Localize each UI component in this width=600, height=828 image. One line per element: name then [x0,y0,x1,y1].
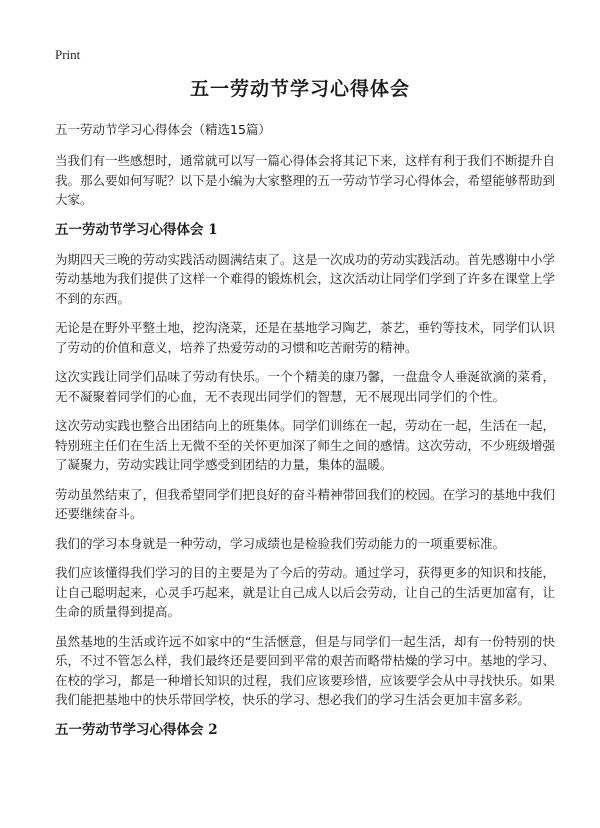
section-paragraph: 我们应该懂得我们学习的目的主要是为了今后的劳动。通过学习，获得更多的知识和技能，让自己聪明起来，心灵手巧起来，就是让自己成人以后会劳动，让自己的生活更加富有，让生命的质量得到提高。 [55,565,556,619]
section-heading: 五一劳动节学习心得体会 2 [55,721,218,738]
section-paragraph: 无论是在野外平整土地，挖沟浇菜，还是在基地学习陶艺，茶艺，垂钓等技术，同学们认识了劳动的价值和意义，培养了热爱劳动的习惯和吃苦耐劳的精神。 [55,320,556,355]
section-paragraph: 虽然基地的生活或许远不如家中的“生活惬意，但是与同学们一起生活，却有一份特别的快乐，不过不管怎么样，我们最终还是要回到平常的艰苦而略带枯燥的学习中。基地的学习、在校的学习，都是一种增长知识的过程，我们应该要珍惜，应该要学会从中寻找快乐。如果我们能把基地中的快乐带回学校，快乐的学习、想必我们的学习生活会更加丰富多彩。 [55,633,556,707]
section-paragraph: 劳动虽然结束了，但我希望同学们把良好的奋斗精神带回我们的校园。在学习的基地中我们还要继续奋斗。 [55,486,556,521]
article-body [55,120,555,750]
page-title: 五一劳动节学习心得体会 [189,78,410,100]
section-paragraph: 我们的学习本身就是一种劳动，学习成绩也是检验我们劳动能力的一项重要标准。 [55,535,506,551]
section-paragraph: 为期四天三晚的劳动实践活动圆满结束了。这是一次成功的劳动实践活动。首先感谢中小学劳动基地为我们提供了这样一个难得的锻炼机会，这次活动让同学们学到了许多在课堂上学不到的东西。 [55,251,556,306]
article-subtitle: 五一劳动节学习心得体会（精选15篇） [55,122,271,137]
section-paragraph: 这次实践让同学们品味了劳动有快乐。一个个精美的康乃馨，一盘盘令人垂涎欲滴的菜肴，无不凝聚着同学们的心血，无不表现出同学们的智慧，无不展现出同学们的个性。 [55,369,556,404]
section-paragraph: 这次劳动实践也整合出团结向上的班集体。同学们训练在一起，劳动在一起，生活在一起，特别班主任们在生活上无微不至的关怀更加深了师生之间的感情。这次劳动，不少班级增强了凝聚力，劳动实践让同学感受到团结的力量，集体的温暖。 [55,418,556,472]
section-heading: 五一劳动节学习心得体会 1 [55,221,218,238]
print-link[interactable]: Print [55,47,81,62]
intro-paragraph: 当我们有一些感想时，通常就可以写一篇心得体会将其记下来，这样有利于我们不断提升自我。那么要如何写呢？以下是小编为大家整理的五一劳动节学习心得体会，希望能够帮助到大家。 [55,153,556,207]
